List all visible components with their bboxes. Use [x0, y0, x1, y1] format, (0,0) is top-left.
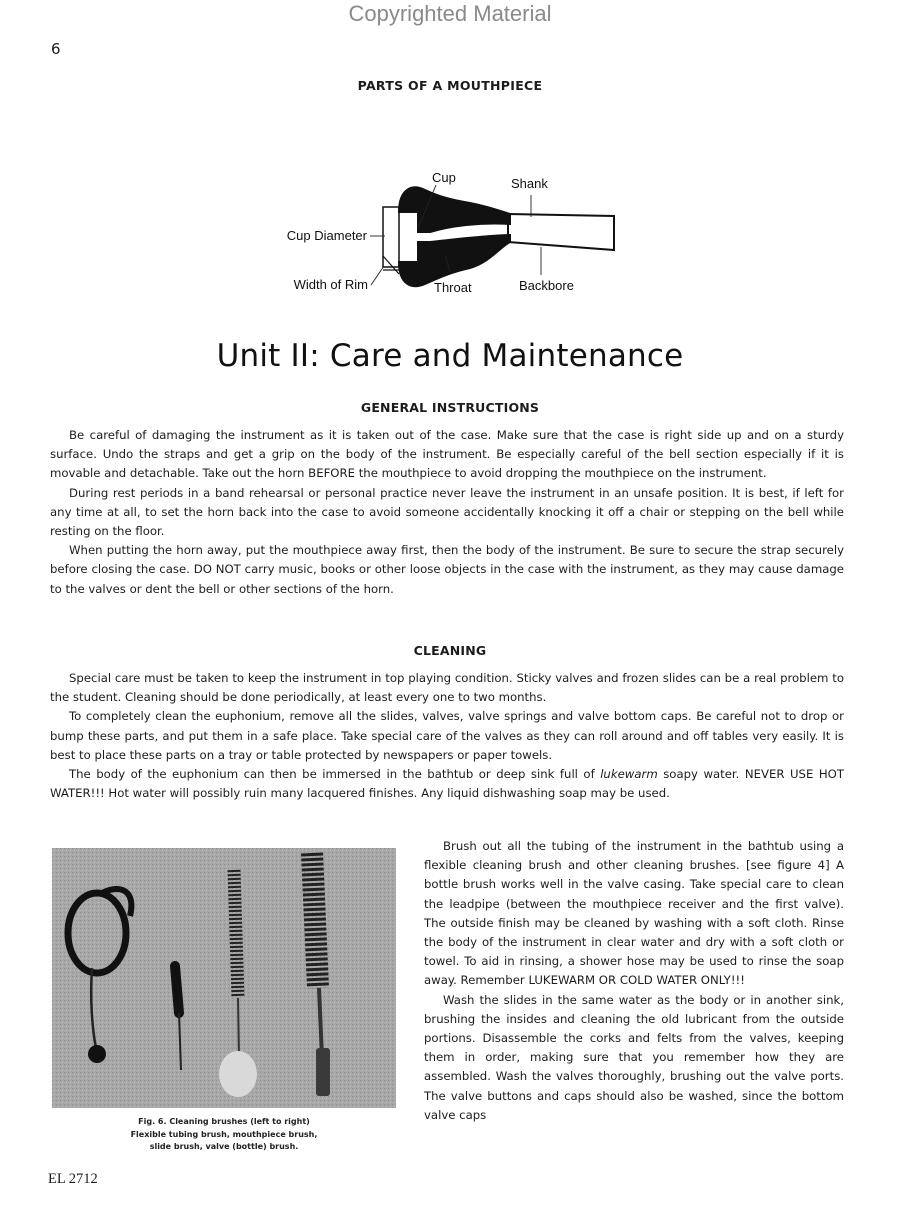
cleaning-heading: CLEANING	[413, 643, 487, 658]
cleaning-text	[50, 669, 844, 803]
label-shank: Shank	[511, 176, 548, 191]
cleaning-paragraph-1: Special care must be taken to keep the instrument in top playing condition. Sticky valves and frozen slides can be a real problem to the student. Cleaning should be done periodically, at least every one to two months.	[50, 671, 844, 705]
page-number: 6	[51, 40, 61, 58]
general-instructions-text	[50, 426, 844, 599]
copyright-watermark: Copyrighted Material	[348, 1, 552, 26]
catalog-code: EL 2712	[48, 1171, 98, 1187]
caption-line-1: Fig. 6. Cleaning brushes (left to right)	[138, 1117, 310, 1126]
general-paragraph-1: Be careful of damaging the instrument as it is taken out of the case. Make sure that the case is right side up and on a sturdy surface. Undo the straps and get a grip on the body of the instrument. Be especially careful of the bell section especially if it is movable and detachable. Take out the horn BEFORE the mouthpiece to avoid dropping the mouthpiece on the instrument.	[50, 428, 844, 481]
cleaning-paragraph-4: Brush out all the tubing of the instrument in the bathtub using a flexible cleaning brush and other cleaning brushes. [see figure 4] A bottle brush works well in the valve casing. Take special care to clean the leadpipe (between the mouthpiece receiver and the first valve). The outside finish may be cleaned by washing with a soft cloth. Rinse the body of the instrument in clear water and dry with a soft cloth or towel. To aid in rinsing, a shower hose may be used to rinse the soap away. Remember LUKEWARM OR COLD WATER ONLY!!!	[424, 839, 844, 988]
cleaning-paragraph-3	[50, 765, 844, 803]
cleaning-brushes-photo	[52, 848, 396, 1108]
general-paragraph-3: When putting the horn away, put the mouthpiece away first, then the body of the instrument. Be sure to secure the strap securely before closing the case. DO NOT carry music, books or other loose objects in the case with the instrument, as they may cause damage to the valves or dent the bell or other sections of the horn.	[50, 543, 844, 596]
general-instructions-heading: GENERAL INSTRUCTIONS	[360, 400, 540, 415]
cleaning-p3-start: The body of the euphonium can then be immersed in the bathtub or deep sink full of	[69, 767, 601, 782]
mouthpiece-diagram	[260, 160, 640, 310]
general-paragraph-2: During rest periods in a band rehearsal or personal practice never leave the instrument in an unsafe position. It is best, if left for any time at all, to set the horn back into the case to avoid someone accidentally knocking it off a chair or stepping on the bell while resting on the floor.	[50, 485, 844, 539]
caption-line-2: Flexible tubing brush, mouthpiece brush,	[130, 1129, 318, 1139]
cleaning-paragraph-5: Wash the slides in the same water as the body or in another sink, brushing the insides and cleaning the old lubricant from the outside portions. Disassemble the corks and felts from the valves, keeping them in order, making sure that you remember how they are assembled. Wash the valves thoroughly, brushing out the valve ports. The valve buttons and caps should also be washed, since the bottom valve caps	[424, 992, 844, 1122]
cleaning-right-column	[424, 837, 844, 1125]
mouthpiece-drawing	[383, 187, 614, 286]
label-throat: Throat	[434, 280, 472, 295]
label-width-of-rim: Width of Rim	[293, 277, 368, 292]
label-cup: Cup	[432, 170, 456, 185]
label-backbore: Backbore	[519, 278, 574, 293]
lukewarm-emphasis: lukewarm	[600, 767, 658, 782]
unit-title: Unit II: Care and Maintenance	[216, 338, 684, 374]
label-cup-diameter: Cup Diameter	[286, 228, 367, 243]
mouthpiece-heading: PARTS OF A MOUTHPIECE	[357, 78, 543, 93]
caption-line-3: slide brush, valve (bottle) brush.	[149, 1142, 299, 1151]
brushes-illustration	[52, 848, 396, 1108]
cleaning-p3-end: soapy water. NEVER USE HOT WATER!!! Hot water will possibly ruin many lacquered finishes. Any liquid dishwashing soap may be used.	[50, 767, 844, 801]
figure-caption	[58, 1116, 390, 1154]
cleaning-paragraph-2: To completely clean the euphonium, remove all the slides, valves, valve springs and valve bottom caps. Be careful not to drop or bump these parts, and put them in a safe place. Take special care of the valves as they can roll around and off tables very easily. It is best to place these parts on a tray or table protected by newspapers or paper towels.	[50, 709, 844, 762]
